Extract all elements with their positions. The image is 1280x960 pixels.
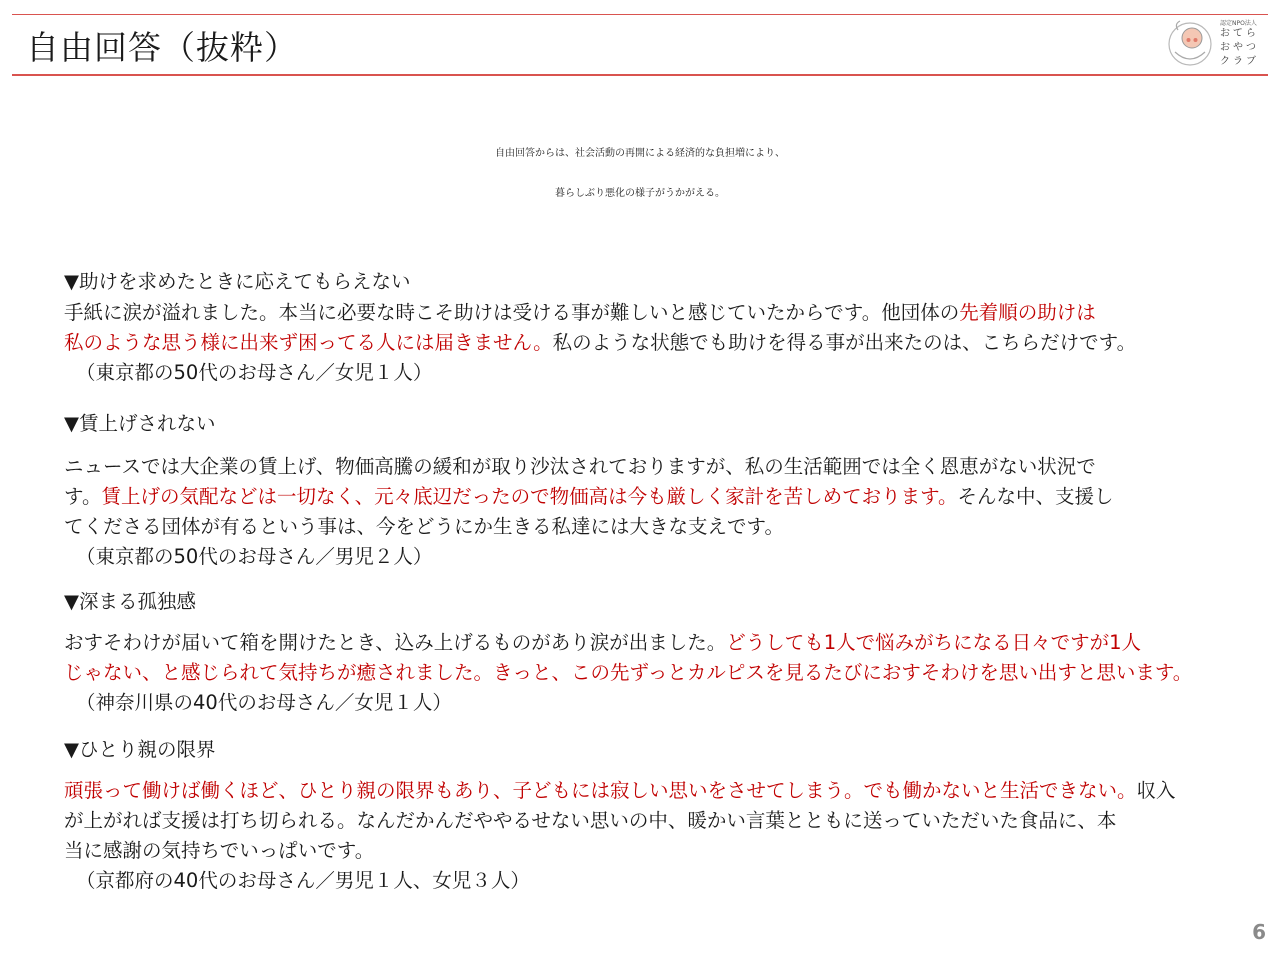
response-text-span: てくださる団体が有るという事は、今をどうにか生きる私達には大きな支えです。 xyxy=(64,515,784,538)
lead-summary xyxy=(0,134,1280,214)
logo-text-line: おやつ xyxy=(1220,42,1259,53)
highlighted-text: 賃上げの気配などは一切なく、元々底辺だったので物価高は今も厳しく家計を苦しめております。 xyxy=(101,485,958,508)
response-text-span: 私のような状態でも助けを得る事が出来たのは、こちらだけです。 xyxy=(552,331,1137,354)
section-heading: ▼助けを求めたときに応えてもらえない xyxy=(64,270,411,293)
section-heading: ▼賃上げされない xyxy=(64,412,216,435)
section-heading: ▼ひとり親の限界 xyxy=(64,738,216,761)
highlighted-text: 頑張って働けば働くほど、ひとり親の限界もあり、子どもには寂しい思いをさせてしまう。でも働かないと生活できない。 xyxy=(64,779,1137,802)
response-section xyxy=(64,736,1224,896)
response-text-span: 収入 xyxy=(1136,779,1176,802)
highlighted-text: 先着順の助けは xyxy=(959,301,1096,324)
organization-logo xyxy=(1166,16,1270,72)
response-section xyxy=(64,410,1224,572)
logo-small-text: 認定NPO法人 xyxy=(1220,20,1257,27)
response-text xyxy=(64,298,1224,388)
respondent-source: （東京都の50代のお母さん／男児２人） xyxy=(76,545,433,568)
respondent-source: （東京都の50代のお母さん／女児１人） xyxy=(76,361,433,384)
highlighted-text: じゃない、と感じられて気持ちが癒されました。きっと、この先ずっとカルピスを見るたびにおすそわけを思い出すと思います。 xyxy=(64,661,1193,684)
header-top-rule xyxy=(12,14,1268,15)
respondent-source: （神奈川県の40代のお母さん／女児１人） xyxy=(76,691,452,714)
lead-line: 自由回答からは、社会活動の再開による経済的な負担増により、 xyxy=(495,148,785,159)
section-heading: ▼深まる孤独感 xyxy=(64,590,196,613)
response-text-span: が上がれば支援は打ち切られる。なんだかんだややるせない思いの中、暖かい言葉とともに送っていただいた食品に、本 xyxy=(64,809,1117,832)
response-text-span: 手紙に涙が溢れました。本当に必要な時こそ助けは受ける事が難しいと感じていたからです。他団体の xyxy=(64,301,960,324)
header-bottom-rule xyxy=(12,74,1268,76)
highlighted-text: どうしても1人で悩みがちになる日々ですが1人 xyxy=(726,631,1142,654)
logo-text-line: クラブ xyxy=(1220,56,1259,67)
response-text xyxy=(64,776,1224,896)
response-section xyxy=(64,588,1224,718)
response-text-span: そんな中、支援し xyxy=(957,485,1114,508)
highlighted-text: 私のような思う様に出来ず困ってる人には届きません。 xyxy=(64,331,553,354)
logo-mark-icon xyxy=(1166,16,1218,72)
response-text-span: おすそわけが届いて箱を開けたとき、込み上げるものがあり涙が出ました。 xyxy=(64,631,727,654)
response-text-span: ニュースでは大企業の賃上げ、物価高騰の緩和が取り沙汰されておりますが、私の生活範囲では全く恩恵がない状況で xyxy=(64,455,1096,478)
response-text-span: 当に感謝の気持ちでいっぱいです。 xyxy=(64,839,375,862)
response-text-span: す。 xyxy=(64,485,102,508)
logo-text-line: おてら xyxy=(1220,28,1259,39)
lead-line: 暮らしぶり悪化の様子がうかがえる。 xyxy=(555,188,725,199)
response-section xyxy=(64,268,1224,388)
respondent-source: （京都府の40代のお母さん／男児１人、女児３人） xyxy=(76,869,530,892)
response-text xyxy=(64,628,1224,718)
page-number: 6 xyxy=(1252,920,1266,944)
response-text xyxy=(64,452,1224,572)
page-title: 自由回答（抜粋） xyxy=(26,28,298,67)
